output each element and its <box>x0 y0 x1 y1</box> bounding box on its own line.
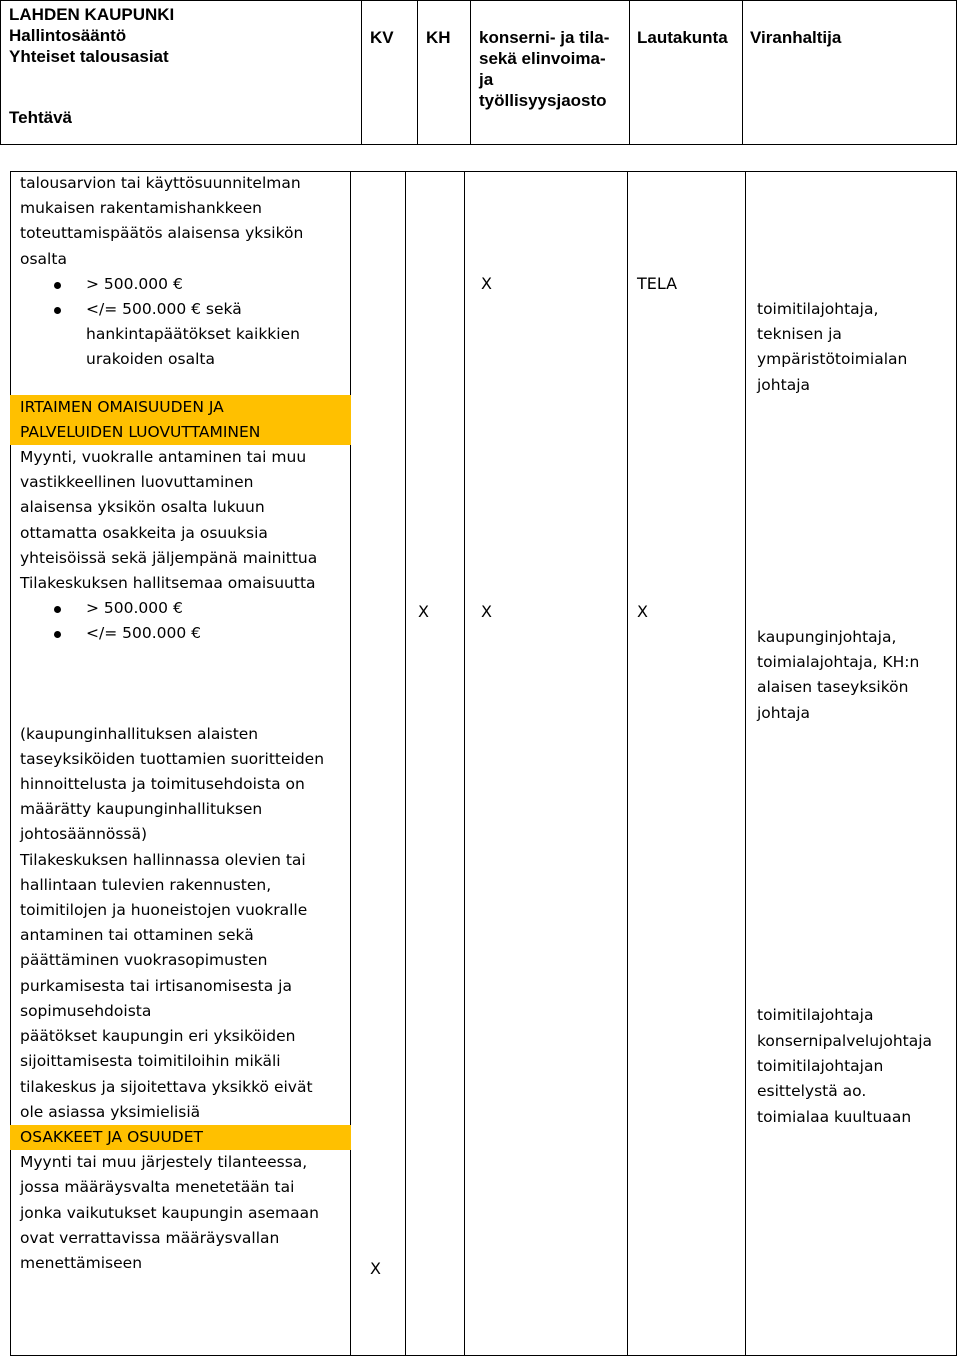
task-note: (kaupunginhallituksen alaisten <box>20 724 259 743</box>
task-text: toteuttamispäätös alaisensa yksikön <box>20 224 304 243</box>
task-text: menettämiseen <box>20 1253 143 1272</box>
bullet-icon <box>54 282 61 289</box>
r1-konserni-mark: X <box>481 274 492 293</box>
task-text: Myynti, vuokralle antaminen tai muu <box>20 448 307 467</box>
r1-viranhaltija: toimitilajohtaja, teknisen ja ympäristötoimialan johtaja <box>757 300 908 394</box>
viranhaltija-column-header: Viranhaltija <box>750 28 842 47</box>
task-text: jossa määräysvalta menetetään tai <box>20 1178 295 1197</box>
task-text: päättäminen vuokrasopimusten <box>20 951 268 970</box>
task-text: alaisensa yksikön osalta lukuun <box>20 498 265 517</box>
task-text: toimitilojen ja huoneistojen vuokralle <box>20 901 308 920</box>
task-text: tilakeskus ja sijoitettava yksikkö eivät <box>20 1077 313 1096</box>
task-text: jonka vaikutukset kaupungin asemaan <box>20 1203 319 1222</box>
r2-viranhaltija: kaupunginjohtaja, toimialajohtaja, KH:n alaisen taseyksikön johtaja <box>757 628 920 722</box>
r5-kv-mark: X <box>370 1259 381 1278</box>
task-text: antaminen tai ottaminen sekä <box>20 926 254 945</box>
section-heading: OSAKKEET JA OSUUDET <box>10 1125 351 1150</box>
task-text: sopimusehdoista <box>20 1001 152 1020</box>
r2-konserni-mark: X <box>481 602 492 621</box>
task-text: Tilakeskuksen hallitsemaa omaisuutta <box>20 574 316 593</box>
r4-viranhaltija: konsernipalvelujohtaja toimitilajohtajan esittelystä ao. toimialaa kuultuaan <box>757 1032 933 1126</box>
table-row <box>20 395 350 848</box>
task-text: purkamisesta tai irtisanomisesta ja <box>20 976 292 995</box>
list-item: </= 500.000 € <box>20 621 350 646</box>
org-section: Yhteiset talousasiat <box>9 47 169 66</box>
task-text: hallintaan tulevien rakennusten, <box>20 875 272 894</box>
task-note: taseyksiköiden tuottamien suoritteiden <box>20 749 325 768</box>
threshold-list <box>20 272 350 373</box>
table-row <box>20 848 350 1024</box>
task-column-header: Tehtävä <box>9 108 72 127</box>
table-row <box>20 1024 350 1125</box>
bullet-icon <box>54 631 61 638</box>
list-item: > 500.000 € <box>20 272 350 297</box>
threshold-list <box>20 596 350 646</box>
bullet-icon <box>54 606 61 613</box>
task-text: mukaisen rakentamishankkeen <box>20 199 262 218</box>
list-item: > 500.000 € <box>20 596 350 621</box>
r2-lautakunta-mark: X <box>637 602 648 621</box>
table-row <box>20 171 350 395</box>
task-note: hinnoittelusta ja toimitusehdoista on <box>20 775 305 794</box>
task-text: osalta <box>20 249 67 268</box>
r1-lautakunta-mark: TELA <box>637 274 678 293</box>
lautakunta-column-header: Lautakunta <box>637 28 728 47</box>
task-text: vastikkeellinen luovuttaminen <box>20 473 254 492</box>
table-header: LAHDEN KAUPUNKI Hallintosääntö Yhteiset talousasiat Tehtävä KV KH konserni- ja tila- sekä elinvoima- ja työllisyysjaosto Lautakunta Viranhaltija <box>0 0 960 146</box>
bullet-icon <box>54 307 61 314</box>
org-document: Hallintosääntö <box>9 26 127 45</box>
task-text: ovat verrattavissa määräysvallan <box>20 1228 280 1247</box>
task-column <box>20 171 350 1276</box>
task-text: Myynti tai muu järjestely tilanteessa, <box>20 1153 308 1172</box>
task-text: talousarvion tai käyttösuunnitelman <box>20 174 301 192</box>
task-text: päätökset kaupungin eri yksiköiden <box>20 1027 296 1046</box>
list-item: </= 500.000 € sekä hankintapäätökset kaikkien urakoiden osalta <box>20 297 350 373</box>
task-text: sijoittamisesta toimitiloihin mikäli <box>20 1052 281 1071</box>
task-note: johtosäännössä) <box>20 825 148 844</box>
section-heading: IRTAIMEN OMAISUUDEN JA PALVELUIDEN LUOVUTTAMINEN <box>10 395 351 445</box>
task-note: määrätty kaupunginhallituksen <box>20 800 263 819</box>
task-text: Tilakeskuksen hallinnassa olevien tai <box>20 850 306 869</box>
task-text: ole asiassa yksimielisiä <box>20 1102 201 1121</box>
org-name: LAHDEN KAUPUNKI <box>9 5 175 24</box>
table-row <box>20 1125 350 1276</box>
task-text: yhteisöissä sekä jäljempänä mainittua <box>20 548 318 567</box>
task-text: ottamatta osakkeita ja osuuksia <box>20 523 268 542</box>
kh-column-header: KH <box>426 28 451 47</box>
kv-column-header: KV <box>370 28 394 47</box>
r2-kh-mark: X <box>418 602 429 621</box>
r3-viranhaltija: toimitilajohtaja <box>757 1006 874 1024</box>
